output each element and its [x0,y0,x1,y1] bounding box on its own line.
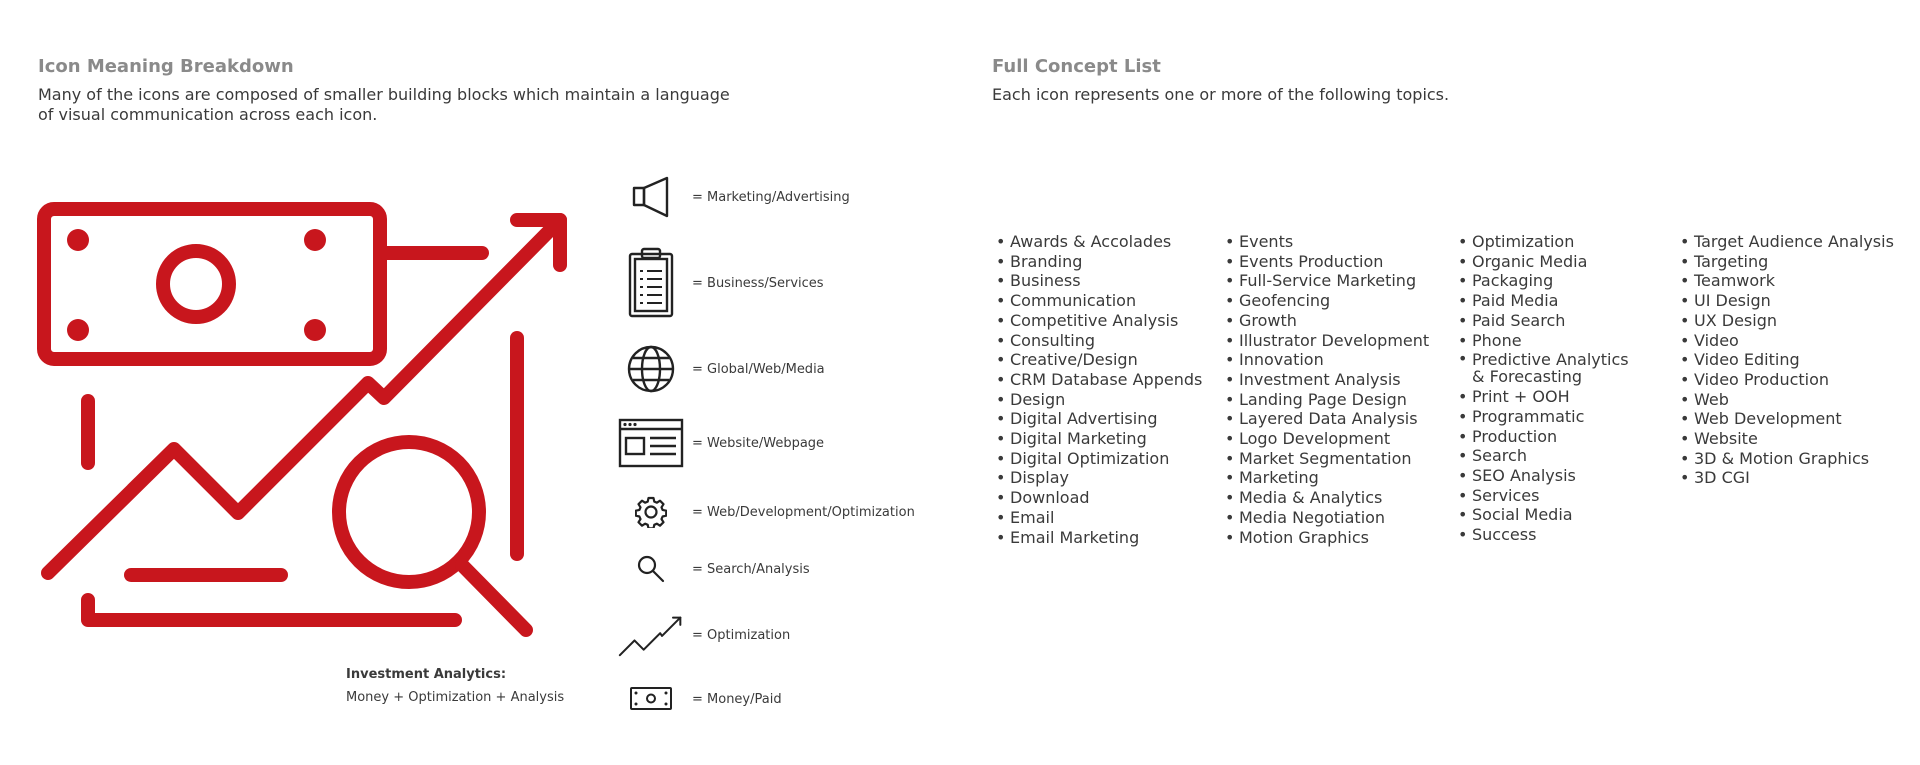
list-item: • Website [1694,429,1894,449]
list-item: • Consulting [1010,331,1202,351]
concept-column-3 [1454,232,1629,545]
list-item: • Web [1694,390,1894,410]
list-item: • Branding [1010,252,1202,272]
list-item: • Media & Analytics [1239,488,1429,508]
list-item: • Paid Search [1472,311,1629,331]
caption-formula: Money + Optimization + Analysis [346,690,565,705]
legend-row-optimization [618,610,790,660]
legend-label-money: = Money/Paid [692,691,782,707]
legend-row-search [618,553,810,585]
concept-column-4 [1676,232,1894,488]
list-item: • Landing Page Design [1239,390,1429,410]
section-title-concept-list: Full Concept List [992,56,1161,77]
list-item: • Download [1010,488,1202,508]
section-title-icon-breakdown: Icon Meaning Breakdown [38,56,294,77]
list-item: • Optimization [1472,232,1629,252]
megaphone-icon [618,175,684,219]
list-item-line: • Predictive Analytics [1472,350,1629,370]
list-item: • Display [1010,468,1202,488]
globe-icon [618,344,684,394]
list-item: • Awards & Accolades [1010,232,1202,252]
investment-analytics-caption [346,667,564,705]
caption-title: Investment Analytics: [346,667,507,682]
right-section [992,56,1449,105]
list-item: • Motion Graphics [1239,528,1429,548]
concept-list-description: Each icon represents one or more of the following topics. [992,85,1450,104]
list-item: • Teamwork [1694,271,1894,291]
list-item: • Phone [1472,331,1629,351]
list-item: • Packaging [1472,271,1629,291]
legend-row-global [618,344,825,394]
list-item: • Organic Media [1472,252,1629,272]
list-item: • Creative/Design [1010,350,1202,370]
list-item: • Business [1010,271,1202,291]
legend-row-business [618,247,824,319]
magnifier-icon [618,553,684,585]
list-item-line: & Forecasting [1472,367,1583,387]
list-item: • Digital Marketing [1010,429,1202,449]
icon-legend [618,0,938,765]
list-item: • Email [1010,508,1202,528]
legend-label-web-dev: = Web/Development/Optimization [692,504,915,520]
legend-label-search: = Search/Analysis [692,561,810,577]
list-item: • Programmatic [1472,407,1629,427]
list-item: • Competitive Analysis [1010,311,1202,331]
list-item: • Email Marketing [1010,528,1202,548]
legend-label-optimization: = Optimization [692,627,791,643]
list-item: • Geofencing [1239,291,1429,311]
list-item: • Paid Media [1472,291,1629,311]
section-description-line2: of visual communication across each icon. [38,105,378,124]
list-item [1472,350,1629,387]
concept-column-2 [1221,232,1429,547]
investment-analytics-icon [30,170,580,650]
legend-label-website: = Website/Webpage [692,435,825,451]
list-item: • Success [1472,525,1629,545]
list-item: • Growth [1239,311,1429,331]
list-item: • Print + OOH [1472,387,1629,407]
list-item: • Investment Analysis [1239,370,1429,390]
concept-column-1 [992,232,1202,547]
list-item: • Layered Data Analysis [1239,409,1429,429]
list-item: • Targeting [1694,252,1894,272]
legend-label-global: = Global/Web/Media [692,361,825,377]
webpage-icon [618,418,684,468]
legend-label-marketing: = Marketing/Advertising [692,189,850,205]
list-item: • CRM Database Appends [1010,370,1202,390]
list-item: • Video [1694,331,1894,351]
list-item: • Full-Service Marketing [1239,271,1429,291]
list-item: • Video Editing [1694,350,1894,370]
trend-arrow-icon [618,610,684,660]
list-item: • Digital Advertising [1010,409,1202,429]
legend-row-website [618,418,824,468]
list-item: • 3D CGI [1694,468,1894,488]
list-item: • Social Media [1472,505,1629,525]
clipboard-icon [618,247,684,319]
list-item: • Design [1010,390,1202,410]
legend-row-web-dev [618,495,915,529]
list-item: • UI Design [1694,291,1894,311]
legend-row-marketing [618,175,850,219]
list-item: • Production [1472,427,1629,447]
list-item: • SEO Analysis [1472,466,1629,486]
list-item: • Market Segmentation [1239,449,1429,469]
list-item: • Video Production [1694,370,1894,390]
list-item: • Services [1472,486,1629,506]
list-item: • Events [1239,232,1429,252]
list-item: • Target Audience Analysis [1694,232,1894,252]
list-item: • Search [1472,446,1629,466]
list-item: • Innovation [1239,350,1429,370]
list-item: • UX Design [1694,311,1894,331]
legend-label-business: = Business/Services [692,275,824,291]
section-description-line1: Many of the icons are composed of smaller building blocks which maintain a language [38,85,730,104]
list-item: • Media Negotiation [1239,508,1429,528]
list-item: • Communication [1010,291,1202,311]
list-item: • 3D & Motion Graphics [1694,449,1894,469]
banknote-icon [618,686,684,712]
list-item: • Web Development [1694,409,1894,429]
list-item: • Events Production [1239,252,1429,272]
list-item: • Marketing [1239,468,1429,488]
legend-row-money [618,686,782,712]
list-item: • Illustrator Development [1239,331,1429,351]
list-item: • Digital Optimization [1010,449,1202,469]
list-item: • Logo Development [1239,429,1429,449]
gear-icon [618,496,684,528]
